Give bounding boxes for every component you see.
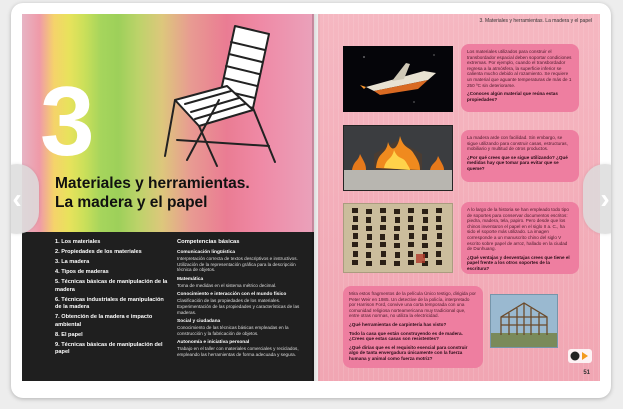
- skill-name: Conocimiento e interacción con el mundo físico: [177, 292, 287, 298]
- skill-item: [177, 292, 309, 315]
- toc-item: 9. Técnicas básicas de manipulación del papel: [55, 341, 163, 356]
- basic-skills: [177, 239, 309, 362]
- running-header: 3. Materiales y herramientas. La madera y el papel: [479, 18, 592, 24]
- chapter-title-line1: Materiales y herramientas.: [55, 175, 250, 192]
- toc-item: 8. El papel: [55, 331, 83, 338]
- card-question: ¿Conoces algún material que reúna estas propiedades?: [467, 91, 558, 102]
- toc-item: 1. Los materiales: [55, 239, 101, 245]
- chevron-right-icon: ›: [600, 183, 610, 214]
- toc-item: 3. La madera: [55, 258, 90, 265]
- chevron-left-icon: ‹: [12, 183, 22, 214]
- skill-name: Social y ciudadana: [177, 319, 221, 325]
- skill-item: [177, 277, 309, 289]
- card-question: ¿Qué ventajas y desventajas crees que tiene el papel frente a los otros soportes de la escritura?: [467, 254, 570, 271]
- barn-raising-image: [491, 295, 557, 347]
- skill-name: Autonomía e iniciativa personal: [177, 340, 250, 346]
- card-question: Todo la casa que están construyendo es de madera. ¿Crees que estas casas son resistentes?: [349, 330, 463, 342]
- space-shuttle-photo: [343, 46, 453, 112]
- skill-item: [177, 250, 309, 273]
- toc-item: 2. Propiedades de los materiales: [55, 248, 142, 255]
- card-text: Los materiales utilizados para construir el transbordador espacial deben soportar condiciones extremas. Por ejemplo, cuando el transbordador regresa a la atmósfera, la superficie inferior se calienta mucho debido al rozamiento. Se requiere un material que aguante temperaturas de más de 1 250 ºC sin deteriorarse.: [467, 49, 572, 88]
- previous-page-button[interactable]: [11, 164, 39, 234]
- card-text: A lo largo de la historia se han empleado todo tipo de soportes para conservar documentos escritos: piedra, madera, tela, papiro. Pero desde que los chinos inventaron el papel en el siglo II a. C., ha sido el soporte más utilizado. La imagen corresponde a un manuscrito chino del siglo V escrito sobre papel de arroz, hallado en la ciudad de Dunhuang.: [467, 207, 569, 252]
- book-spread[interactable]: [22, 14, 600, 381]
- skill-desc: Interpretación correcta de textos descriptivos e instructivos. Utilización de la representación gráfica para la descripción técnica de objetos.: [177, 256, 298, 273]
- skill-desc: Toma de medidas en el sistema métrico decimal.: [177, 282, 277, 288]
- info-card-paper: [461, 202, 579, 274]
- left-page[interactable]: [22, 14, 314, 381]
- right-page[interactable]: [318, 14, 600, 381]
- chapter-title-line2: La madera y el papel: [55, 194, 208, 211]
- card-question: ¿Por qué crees que se sigue utilizando? ¿Qué medidas hay que tomar para evitar que se queme?: [467, 154, 568, 171]
- toc-item: 4. Tipos de maderas: [55, 268, 109, 275]
- info-card-shuttle: [461, 44, 579, 112]
- folding-chair-illustration: [157, 20, 287, 170]
- toc-item: 7. Obtención de la madera e impacto ambiental: [55, 314, 153, 328]
- skill-desc: Clasificación de las propiedades de los materiales. Experimentación de las propiedades y características de las maderas.: [177, 298, 300, 315]
- skill-desc: Trabajo en el taller con materiales comerciales y reciclados, empleando las herramientas de forma adecuada y segura.: [177, 346, 299, 357]
- card-text: La madera arde con facilidad. Sin embargo, se sigue utilizando para construir casas, estructuras, mobiliario y multitud de otros productos.: [467, 135, 568, 152]
- toc-item: 6. Técnicas industriales de manipulación de la madera: [55, 296, 164, 311]
- burning-house-photo: [343, 125, 453, 191]
- chapter-number: 3: [40, 66, 93, 176]
- chinese-manuscript-photo: [343, 203, 453, 273]
- table-of-contents: [55, 239, 170, 359]
- skill-name: Matemática: [177, 276, 204, 282]
- toc-item: 5. Técnicas básicas de manipulación de la madera: [55, 278, 168, 293]
- skill-item: [177, 319, 309, 336]
- card-question: ¿Qué dirías que es el requisito esencial para construir algo de tanta envergadura únicamente con la fuerza humana y animal como fuerza motriz?: [349, 344, 468, 361]
- skill-desc: Conocimiento de las técnicas básicas empleadas en la construcción y la fabricación de objetos.: [177, 325, 289, 336]
- book-spine: [312, 14, 320, 381]
- page-number: 51: [583, 370, 590, 376]
- barn-raising-photo: [490, 294, 558, 348]
- info-card-wood: [461, 130, 579, 182]
- skill-name: Comunicación lingüística: [177, 250, 236, 255]
- book-frame: [11, 3, 611, 398]
- chapter-title: [55, 174, 305, 212]
- card-text: Mira estos fragmentos de la película Único testigo, dirigida por Peter Weir en 1985. Un detective de la policía, interpretado por Harrison Ford, convive una corta temporada con una comunidad religiosa norteamericana muy tradicional que, entre otras normas, no utiliza la electricidad.: [349, 291, 476, 319]
- next-page-button[interactable]: [583, 164, 611, 234]
- publisher-logo-icon: [568, 349, 592, 363]
- burning-house-image: [344, 126, 452, 190]
- skill-item: [177, 340, 309, 357]
- chinese-manuscript-image: [344, 204, 452, 272]
- info-card-film: [343, 286, 483, 368]
- skills-title: Competencias básicas: [177, 239, 240, 245]
- card-question: ¿Qué herramientas de carpintería has visto?: [349, 321, 447, 327]
- contents-panel: [22, 232, 314, 381]
- space-shuttle-image: [344, 47, 452, 111]
